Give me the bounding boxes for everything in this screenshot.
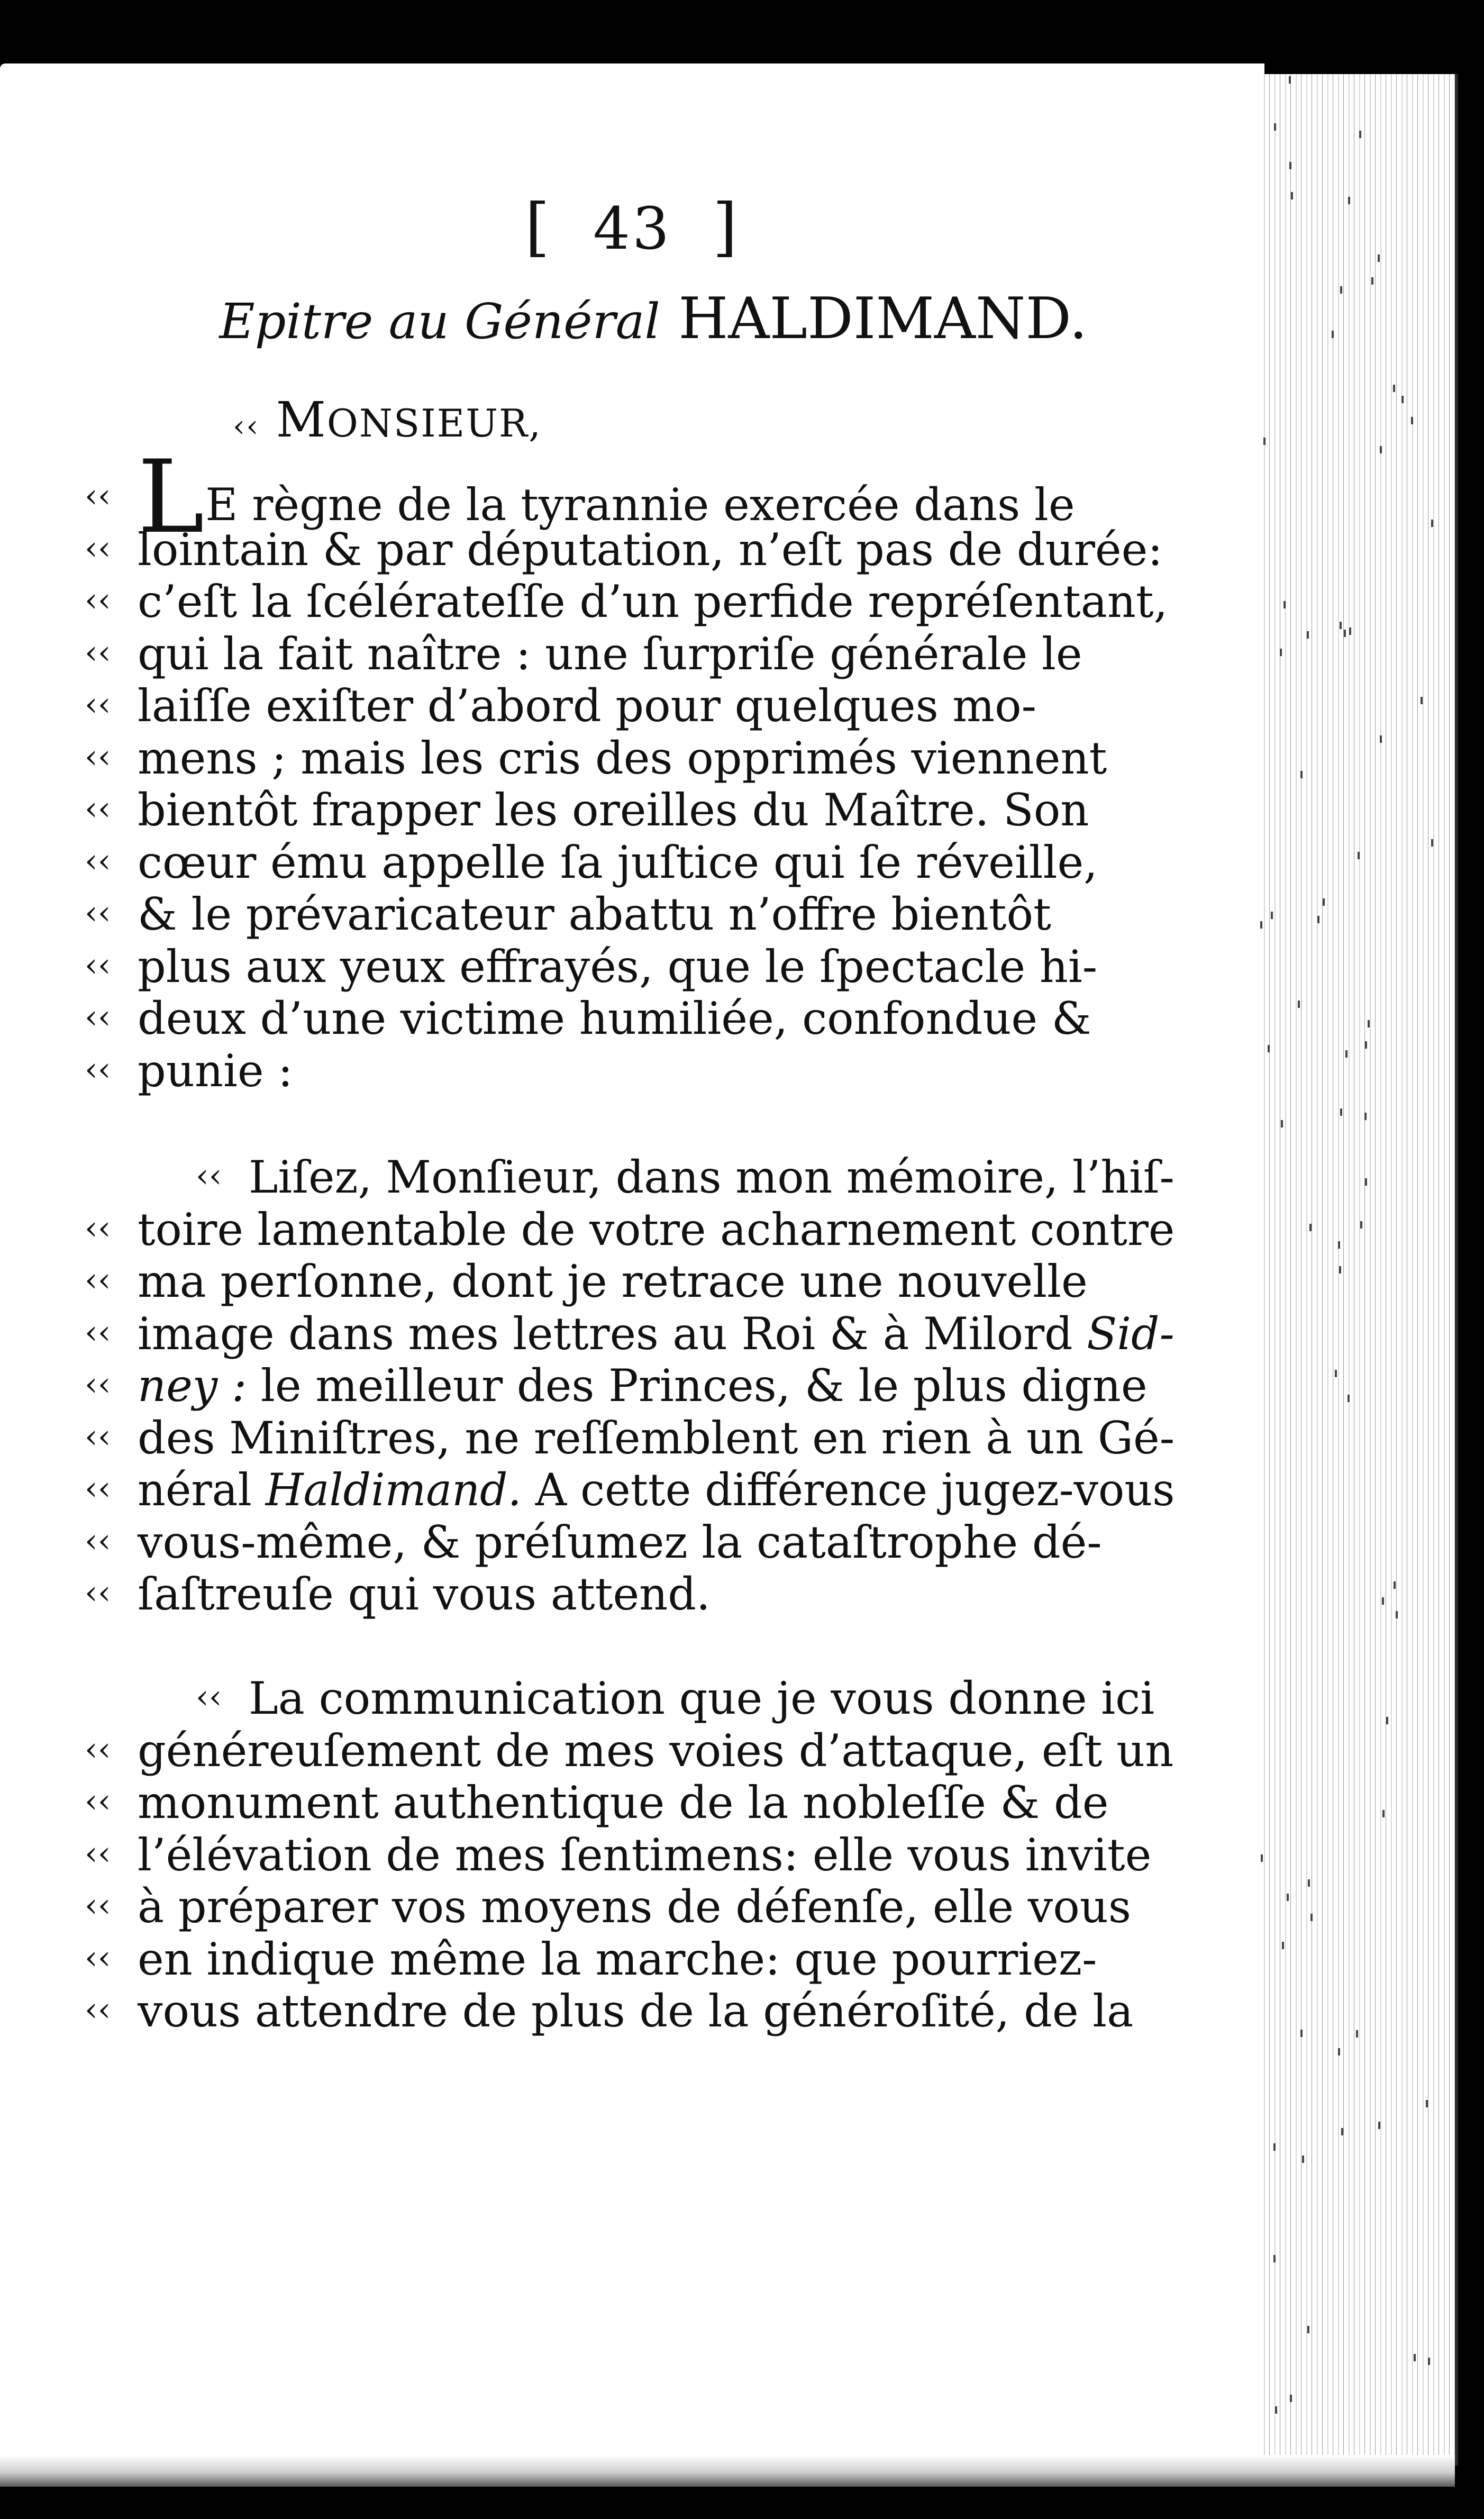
edge-speck <box>1421 697 1423 704</box>
text-run: vous attendre de plus de la généroſité, de la <box>138 1985 1134 2037</box>
quote-mark: ‹‹ <box>85 1573 111 1612</box>
edge-speck <box>1340 1108 1342 1116</box>
text-run: A cette différence jugez-vous <box>521 1464 1175 1516</box>
salutation-rest: ONSIEUR, <box>326 401 542 445</box>
text-run: Liſez, Monſieur, dans mon mémoire, l’hiſ- <box>249 1151 1175 1203</box>
salutation-quote: ‹‹ <box>233 408 260 444</box>
line-text <box>138 1412 1175 1465</box>
edge-speck <box>1274 123 1276 131</box>
line-text <box>138 1880 1131 1933</box>
line-text <box>138 1933 1097 1986</box>
text-run: plus aux yeux effrayés, que le ſpectacle hi- <box>138 941 1098 993</box>
text-run: cœur ému appelle ſa juſtice qui ſe réveille, <box>138 836 1098 888</box>
text-run: deux d’une victime humiliée, confondue & <box>138 993 1091 1044</box>
edge-speck <box>1348 197 1350 204</box>
edge-speck <box>1289 162 1291 169</box>
text-run: lointain & par députation, n’eſt pas de durée: <box>138 524 1163 576</box>
edge-speck <box>1307 2326 1309 2333</box>
edge-speck <box>1275 2406 1277 2414</box>
text-run: monument authentique de la nobleſſe & de <box>138 1777 1109 1829</box>
line-text <box>138 940 1097 993</box>
line-text <box>138 1255 1088 1308</box>
line-text <box>138 888 1051 941</box>
edge-speck <box>1356 2030 1358 2038</box>
edge-speck <box>1335 1370 1337 1377</box>
edge-speck <box>1291 192 1293 199</box>
line-text <box>138 1359 1148 1412</box>
line-text <box>138 1203 1175 1256</box>
line-text <box>138 784 1089 836</box>
text-run: généreuſement de mes voies d’attaque, eſt un <box>138 1725 1174 1777</box>
line-text <box>138 523 1163 576</box>
edge-speck <box>1290 2395 1292 2402</box>
edge-speck <box>1283 601 1286 608</box>
quote-mark: ‹‹ <box>85 1417 111 1456</box>
text-run: des Miniſtres, ne reſſemblent en rien à un Gé- <box>138 1412 1175 1464</box>
text-run: E règne de la tyrannie exercée dans le <box>205 479 1075 531</box>
line-text <box>138 1776 1109 1829</box>
text-run: laiſſe exiſter d’abord pour quelques mo- <box>138 680 1037 732</box>
line-text <box>138 1985 1133 2038</box>
quote-mark: ‹‹ <box>85 1365 111 1403</box>
page-number <box>0 190 1264 264</box>
edge-speck <box>1287 1894 1289 1901</box>
edge-speck <box>1338 2048 1340 2056</box>
edge-speck <box>1378 2122 1380 2129</box>
text-run: toire lamentable de votre acharnement contre <box>138 1204 1175 1256</box>
line-text <box>249 1672 1154 1725</box>
page-bottom-edge <box>0 2455 1455 2487</box>
salutation <box>233 392 542 448</box>
quote-mark: ‹‹ <box>196 1156 222 1195</box>
edge-speck <box>1261 1854 1263 1862</box>
edge-speck <box>1309 1224 1312 1231</box>
text-run: La communication que je vous donne ici <box>249 1672 1155 1724</box>
line-text <box>138 1568 711 1621</box>
line-text <box>249 1151 1175 1204</box>
text-run: en indique même la marche: que pourriez- <box>138 1933 1097 1985</box>
edge-speck <box>1332 331 1334 338</box>
salutation-initial: M <box>276 392 327 448</box>
line-text <box>138 1829 1151 1881</box>
quote-mark: ‹‹ <box>85 1730 111 1768</box>
bracket-close: ] <box>712 190 740 264</box>
text-run: à préparer vos moyens de défenſe, elle vous <box>138 1881 1131 1933</box>
text-run: mens ; mais les cris des opprimés viennent <box>138 732 1107 784</box>
edge-speck <box>1302 2156 1304 2163</box>
quote-mark: ‹‹ <box>85 841 111 880</box>
line-text <box>138 679 1036 732</box>
edge-speck <box>1307 631 1309 639</box>
edge-speck <box>1349 628 1351 635</box>
edge-speck <box>1340 286 1342 294</box>
text-run: néral <box>138 1464 266 1516</box>
letter-heading <box>21 286 1286 352</box>
edge-speck <box>1396 1611 1398 1618</box>
quote-mark: ‹‹ <box>85 789 111 827</box>
text-run: image dans mes lettres au Roi & à Milord <box>138 1308 1087 1360</box>
edge-speck <box>1360 1221 1362 1229</box>
edge-speck <box>1368 1020 1370 1027</box>
edge-speck <box>1348 1395 1350 1402</box>
edge-speck <box>1431 520 1433 527</box>
quote-mark: ‹‹ <box>85 1781 111 1820</box>
edge-speck <box>1365 1178 1367 1186</box>
edge-speck <box>1431 839 1433 847</box>
line-text <box>138 1463 1175 1516</box>
line-text <box>138 732 1107 785</box>
edge-speck <box>1428 2358 1430 2365</box>
edge-speck <box>1273 2255 1276 2262</box>
italic-text: Sid- <box>1087 1308 1175 1360</box>
edge-speck <box>1339 1266 1341 1274</box>
edge-speck <box>1359 131 1361 138</box>
edge-speck <box>1345 1050 1348 1058</box>
quote-mark: ‹‹ <box>85 945 111 984</box>
edge-speck <box>1273 2143 1276 2151</box>
edge-speck <box>1317 916 1319 923</box>
edge-speck <box>1380 735 1382 743</box>
edge-speck <box>1300 2030 1303 2037</box>
text-run: ma perſonne, dont je retrace une nouvelle <box>138 1256 1088 1307</box>
text-run: ſaſtreuſe qui vous attend. <box>138 1568 711 1620</box>
line-text <box>138 992 1091 1045</box>
edge-speck <box>1338 1241 1340 1249</box>
edge-speck <box>1289 76 1291 84</box>
text-run: & le prévaricateur abattu n’offre bientôt <box>138 888 1051 940</box>
edge-speck <box>1308 1879 1310 1887</box>
line-text <box>138 836 1098 889</box>
edge-speck <box>1298 1001 1300 1008</box>
edge-speck <box>1323 898 1325 906</box>
quote-mark: ‹‹ <box>196 1677 222 1716</box>
quote-mark: ‹‹ <box>85 1938 111 1977</box>
edge-speck <box>1386 1717 1388 1724</box>
edge-speck <box>1426 2100 1428 2107</box>
edge-speck <box>1263 438 1266 445</box>
edge-speck <box>1340 622 1342 629</box>
line-text <box>138 1307 1175 1360</box>
edge-speck <box>1394 1581 1396 1589</box>
quote-mark: ‹‹ <box>85 476 111 515</box>
quote-mark: ‹‹ <box>85 1050 111 1088</box>
quote-mark: ‹‹ <box>85 1886 111 1924</box>
edge-speck <box>1364 1113 1367 1120</box>
heading-italic: Epitre au Général <box>219 293 660 350</box>
line-text <box>138 1044 293 1097</box>
edge-speck <box>1268 1045 1270 1052</box>
quote-mark: ‹‹ <box>85 685 111 723</box>
text-run: bientôt frapper les oreilles du Maître. Son <box>138 784 1089 836</box>
edge-speck <box>1393 385 1395 392</box>
edge-speck <box>1280 649 1282 656</box>
text-run: vous-même, & préſumez la cataſtrophe dé- <box>138 1516 1102 1568</box>
edge-speck <box>1378 254 1380 262</box>
text-run: le meilleur des Princes, & le plus digne <box>247 1360 1148 1412</box>
drop-cap: L <box>138 439 205 556</box>
text-run: l’élévation de mes ſentimens: elle vous invite <box>138 1829 1152 1881</box>
text-run: c’eſt la ſcélérateſſe d’un perfide repréſentant, <box>138 576 1168 628</box>
line-text <box>138 1516 1102 1569</box>
edge-speck <box>1371 277 1373 285</box>
quote-mark: ‹‹ <box>85 737 111 776</box>
edge-speck <box>1300 771 1303 778</box>
quote-mark: ‹‹ <box>85 893 111 932</box>
edge-speck <box>1282 1942 1284 1949</box>
italic-text: Haldimand. <box>265 1464 522 1516</box>
quote-mark: ‹‹ <box>85 1313 111 1351</box>
edge-speck <box>1281 1120 1283 1127</box>
quote-mark: ‹‹ <box>85 997 111 1036</box>
edge-speck <box>1382 1810 1385 1817</box>
edge-speck <box>1382 1597 1384 1605</box>
line-text <box>138 575 1168 628</box>
italic-text: ney : <box>138 1360 247 1412</box>
bracket-open: [ <box>525 190 552 264</box>
quote-mark: ‹‹ <box>85 1834 111 1872</box>
quote-mark: ‹‹ <box>85 529 111 567</box>
edge-speck <box>1414 2354 1416 2361</box>
edge-speck <box>1401 396 1404 403</box>
quote-mark: ‹‹ <box>85 1260 111 1299</box>
book-page <box>0 63 1264 2487</box>
text-run: qui la fait naître : une ſurpriſe générale le <box>138 628 1082 680</box>
edge-speck <box>1341 2128 1343 2135</box>
edge-speck <box>1380 446 1382 453</box>
text-run: punie : <box>138 1045 293 1097</box>
quote-mark: ‹‹ <box>85 580 111 619</box>
line-text <box>138 628 1082 680</box>
heading-name: HALDIMAND. <box>678 286 1088 352</box>
edge-speck <box>1344 630 1346 637</box>
edge-speck <box>1411 417 1413 424</box>
page-edges <box>1259 74 1458 2466</box>
edge-speck <box>1310 1914 1313 1921</box>
quote-mark: ‹‹ <box>85 1208 111 1247</box>
edge-speck <box>1365 1041 1367 1049</box>
edge-speck <box>1358 852 1360 859</box>
quote-mark: ‹‹ <box>85 1990 111 2029</box>
line-text <box>138 1724 1173 1777</box>
edge-speck <box>1260 921 1262 929</box>
quote-mark: ‹‹ <box>85 1469 111 1507</box>
page-number-value: 43 <box>593 195 671 262</box>
quote-mark: ‹‹ <box>85 1521 111 1560</box>
edge-speck <box>1271 912 1273 919</box>
quote-mark: ‹‹ <box>85 633 111 671</box>
